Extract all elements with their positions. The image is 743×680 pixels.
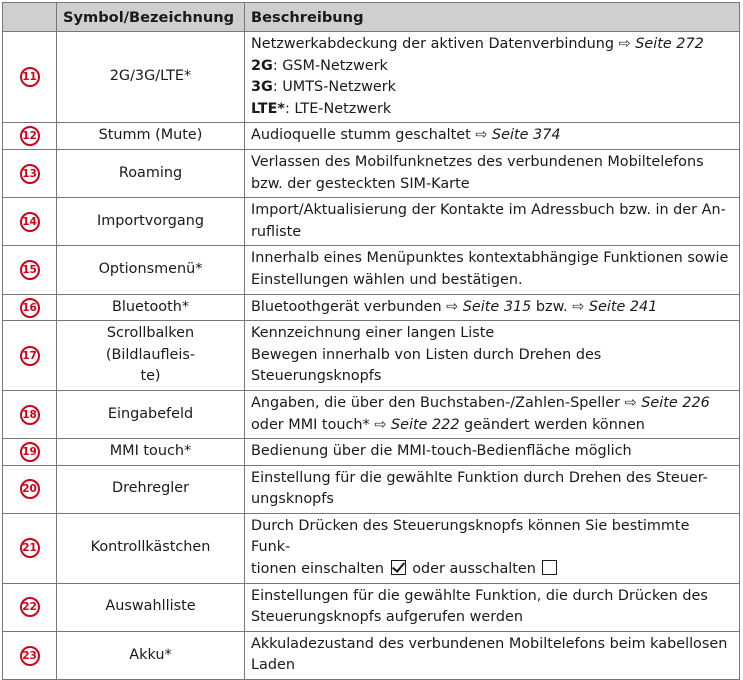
description-cell bbox=[245, 123, 740, 150]
description-text: Audioquelle stumm geschaltet bbox=[251, 127, 476, 144]
table-row bbox=[3, 246, 740, 294]
table-row bbox=[3, 32, 740, 123]
description-text: Bedienung über die MMI-touch-Bedienfläche möglich bbox=[251, 443, 632, 460]
description-text: Einstellung für die gewählte Funktion durch Drehen des Steuer- bbox=[251, 469, 708, 486]
table-row bbox=[3, 294, 740, 321]
description-cell bbox=[245, 149, 740, 197]
row-number-cell bbox=[3, 32, 57, 123]
symbol-name-cell: Optionsmenü* bbox=[57, 246, 245, 294]
arrow-reference-icon: ⇨ bbox=[446, 298, 463, 315]
row-number-cell bbox=[3, 465, 57, 513]
description-line bbox=[251, 655, 733, 677]
bold-term: 2G bbox=[251, 57, 273, 74]
symbol-name-cell: Kontrollkästchen bbox=[57, 513, 245, 583]
description-line bbox=[251, 34, 733, 56]
page-reference: Seite 241 bbox=[588, 298, 658, 315]
callout-number-badge: 19 bbox=[20, 442, 40, 462]
table-row bbox=[3, 321, 740, 391]
description-text: : LTE-Netzwerk bbox=[284, 100, 392, 117]
description-line bbox=[251, 270, 733, 292]
description-cell bbox=[245, 439, 740, 466]
table-row bbox=[3, 390, 740, 438]
arrow-reference-icon: ⇨ bbox=[374, 416, 391, 433]
callout-number-badge: 22 bbox=[20, 597, 40, 617]
description-text: Verlassen des Mobilfunknetzes des verbundenen Mobiltelefons bbox=[251, 153, 704, 170]
table-row bbox=[3, 583, 740, 631]
description-text: ungsknopfs bbox=[251, 491, 334, 508]
description-text: tionen einschalten bbox=[251, 561, 389, 578]
description-text: Durch Drücken des Steuerungsknopfs können Sie bestimmte Funk- bbox=[251, 517, 690, 556]
description-text: rufliste bbox=[251, 223, 302, 240]
symbol-name-cell: MMI touch* bbox=[57, 439, 245, 466]
description-cell bbox=[245, 583, 740, 631]
description-text: Einstellungen für die gewählte Funktion, die durch Drücken des bbox=[251, 587, 708, 604]
description-text: Bluetoothgerät verbunden bbox=[251, 298, 447, 315]
description-text: Steuerungsknopfs aufgerufen werden bbox=[251, 609, 523, 626]
row-number-cell bbox=[3, 631, 57, 679]
checkbox-checked-icon bbox=[391, 560, 406, 575]
page-reference: Seite 272 bbox=[635, 36, 704, 52]
description-line bbox=[251, 345, 733, 388]
callout-number-badge: 11 bbox=[20, 67, 40, 87]
description-cell bbox=[245, 246, 740, 294]
page-reference: Seite 374 bbox=[492, 127, 561, 144]
symbol-name-cell: 2G/3G/LTE* bbox=[57, 32, 245, 123]
row-number-cell bbox=[3, 321, 57, 391]
description-text: : UMTS-Netzwerk bbox=[272, 79, 397, 96]
symbol-name-cell: Akku* bbox=[57, 631, 245, 679]
table-header-row bbox=[3, 3, 740, 32]
row-number-cell bbox=[3, 246, 57, 294]
description-line bbox=[251, 174, 733, 196]
header-number-cell bbox=[3, 3, 57, 32]
callout-number-badge: 12 bbox=[20, 126, 40, 146]
table-row bbox=[3, 149, 740, 197]
description-line bbox=[251, 489, 733, 511]
description-cell bbox=[245, 390, 740, 438]
callout-number-badge: 21 bbox=[20, 538, 40, 558]
bold-term: LTE* bbox=[251, 100, 285, 117]
arrow-reference-icon: ⇨ bbox=[572, 298, 589, 315]
description-cell bbox=[245, 198, 740, 246]
table-row bbox=[3, 513, 740, 583]
description-line bbox=[251, 441, 733, 463]
row-number-cell bbox=[3, 149, 57, 197]
page-reference: Seite 222 bbox=[390, 416, 460, 433]
description-line bbox=[251, 248, 733, 270]
description-line bbox=[251, 468, 733, 490]
table-row bbox=[3, 198, 740, 246]
callout-number-badge: 13 bbox=[20, 164, 40, 184]
description-line bbox=[251, 586, 733, 608]
table-body bbox=[3, 32, 740, 680]
description-text: geändert werden können bbox=[459, 416, 645, 433]
callout-number-badge: 23 bbox=[20, 646, 40, 666]
header-symbol: Symbol/Bezeichnung bbox=[57, 3, 245, 32]
description-text: oder ausschalten bbox=[407, 561, 541, 578]
description-text: Laden bbox=[251, 657, 295, 674]
description-text: bzw. bbox=[531, 298, 573, 315]
arrow-reference-icon: ⇨ bbox=[618, 36, 636, 52]
callout-number-badge: 20 bbox=[20, 479, 40, 499]
bold-term: 3G bbox=[251, 79, 273, 96]
table-row bbox=[3, 631, 740, 679]
description-text: Akkuladezustand des verbundenen Mobiltelefons beim kabellosen bbox=[251, 635, 728, 652]
table-row bbox=[3, 439, 740, 466]
description-line bbox=[251, 297, 733, 319]
callout-number-badge: 15 bbox=[20, 260, 40, 280]
page-reference: Seite 315 bbox=[462, 298, 532, 315]
arrow-reference-icon: ⇨ bbox=[475, 127, 492, 144]
callout-number-badge: 18 bbox=[20, 405, 40, 425]
description-text: Innerhalb eines Menüpunktes kontextabhängige Funktionen sowie bbox=[251, 250, 729, 267]
symbol-table-wrapper bbox=[2, 2, 740, 680]
header-description: Beschreibung bbox=[245, 3, 740, 32]
row-number-cell bbox=[3, 439, 57, 466]
symbol-name-cell: Bluetooth* bbox=[57, 294, 245, 321]
description-text: Import/Aktualisierung der Kontakte im Adressbuch bzw. in der An- bbox=[251, 202, 726, 219]
row-number-cell bbox=[3, 294, 57, 321]
symbol-name-cell: Eingabefeld bbox=[57, 390, 245, 438]
description-text: Einstellungen wählen und bestätigen. bbox=[251, 271, 523, 288]
row-number-cell bbox=[3, 390, 57, 438]
page-reference: Seite 226 bbox=[641, 394, 710, 411]
description-cell bbox=[245, 32, 740, 123]
table-row bbox=[3, 123, 740, 150]
row-number-cell bbox=[3, 513, 57, 583]
description-line bbox=[251, 607, 733, 629]
description-text: Bewegen innerhalb von Listen durch Drehen des Steuerungsknopfs bbox=[251, 346, 602, 385]
description-line bbox=[251, 77, 733, 99]
symbol-name-cell: Stumm (Mute) bbox=[57, 123, 245, 150]
callout-number-badge: 17 bbox=[20, 346, 40, 366]
symbol-name-cell: Auswahlliste bbox=[57, 583, 245, 631]
description-text: : GSM-Netzwerk bbox=[272, 57, 388, 74]
description-cell bbox=[245, 321, 740, 391]
callout-number-badge: 16 bbox=[20, 298, 40, 318]
table-row bbox=[3, 465, 740, 513]
description-line bbox=[251, 99, 733, 121]
description-line bbox=[251, 559, 733, 581]
symbol-name-cell: Importvorgang bbox=[57, 198, 245, 246]
symbol-name-cell: Drehregler bbox=[57, 465, 245, 513]
description-line bbox=[251, 152, 733, 174]
description-line bbox=[251, 393, 733, 415]
description-line bbox=[251, 516, 733, 559]
description-text: Angaben, die über den Buchstaben-/Zahlen-Speller bbox=[251, 394, 625, 411]
symbol-table bbox=[2, 2, 740, 680]
description-line bbox=[251, 222, 733, 244]
description-line bbox=[251, 323, 733, 345]
arrow-reference-icon: ⇨ bbox=[624, 394, 642, 411]
description-text: bzw. der gesteckten SIM-Karte bbox=[251, 175, 470, 192]
description-line bbox=[251, 200, 733, 222]
description-cell bbox=[245, 513, 740, 583]
symbol-name-cell bbox=[57, 321, 245, 391]
symbol-name-line: te) bbox=[140, 368, 161, 385]
description-cell bbox=[245, 631, 740, 679]
description-line bbox=[251, 634, 733, 656]
description-cell bbox=[245, 465, 740, 513]
row-number-cell bbox=[3, 198, 57, 246]
description-line bbox=[251, 56, 733, 78]
description-line bbox=[251, 125, 733, 147]
checkbox-unchecked-icon bbox=[542, 560, 557, 575]
description-line bbox=[251, 415, 733, 437]
row-number-cell bbox=[3, 583, 57, 631]
description-text: Netzwerkabdeckung der aktiven Datenverbindung bbox=[251, 36, 619, 52]
description-cell bbox=[245, 294, 740, 321]
symbol-name-line: Scrollbalken (Bildlaufleis- bbox=[105, 325, 196, 363]
description-text: Kennzeichnung einer langen Liste bbox=[251, 325, 495, 342]
row-number-cell bbox=[3, 123, 57, 150]
callout-number-badge: 14 bbox=[20, 212, 40, 232]
symbol-name-cell: Roaming bbox=[57, 149, 245, 197]
description-text: oder MMI touch* bbox=[251, 416, 375, 433]
